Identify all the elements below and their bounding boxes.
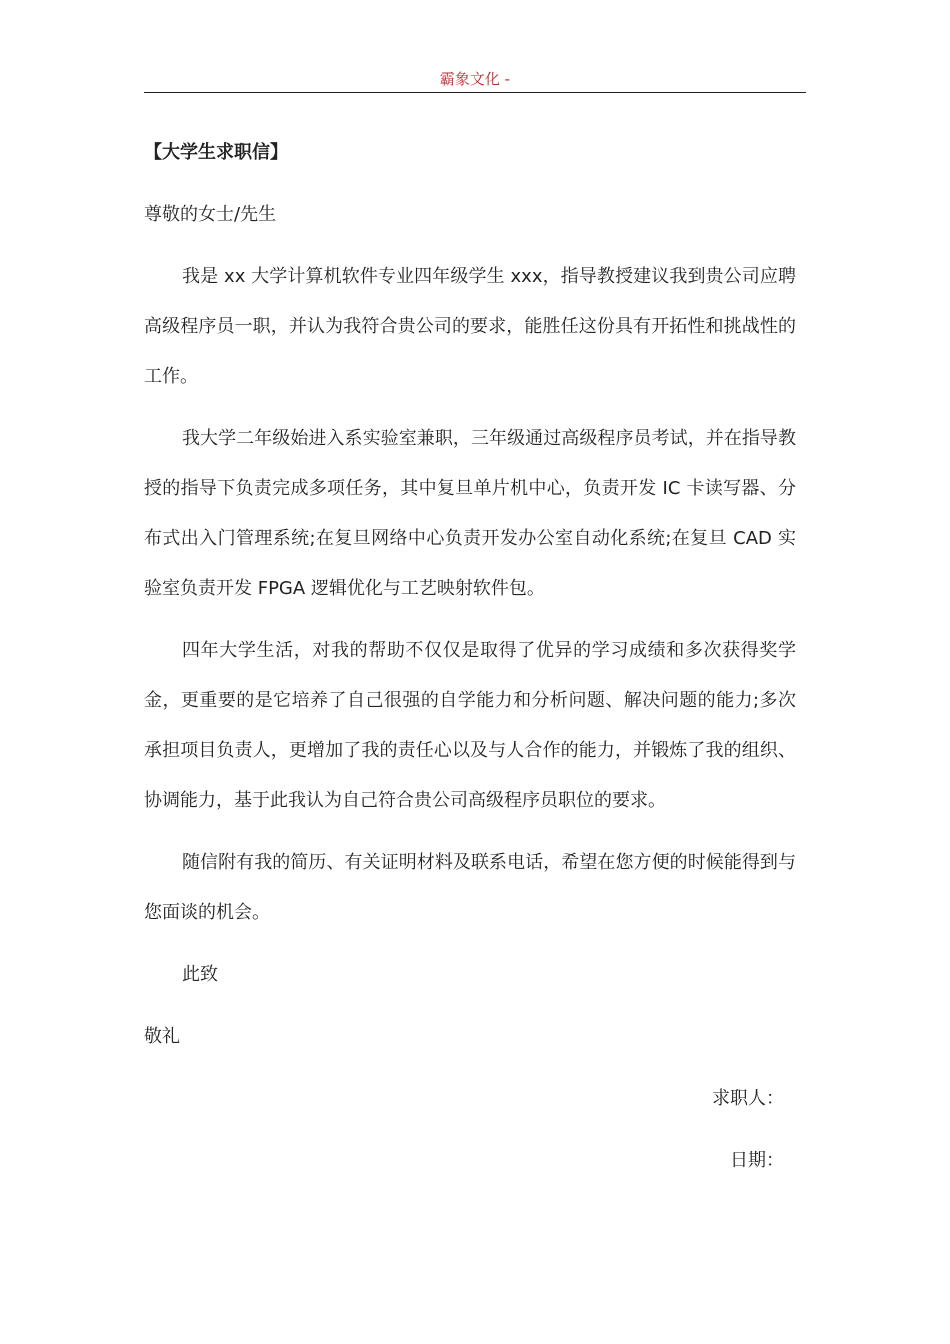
- closing-cizhi: 此致: [182, 964, 218, 985]
- letter-title: 【大学生求职信】: [144, 142, 288, 163]
- paragraph-experience: 我大学二年级始进入系实验室兼职，三年级通过高级程序员考试，并在指导教授的指导下负责完成多项任务，其中复旦单片机中心，负责开发 IC 卡读写器、分布式出入门管理系统;在复旦网络中心负责开发办公室自动化系统;在复旦 CAD 实验室负责开发 FPGA 逻辑优化与工艺映射软件包。: [144, 428, 796, 599]
- paragraph-attachments: 随信附有我的简历、有关证明材料及联系电话，希望在您方便的时候能得到与您面谈的机会。: [144, 852, 796, 923]
- paragraph-achievements: 四年大学生活，对我的帮助不仅仅是取得了优异的学习成绩和多次获得奖学金，更重要的是它培养了自己很强的自学能力和分析问题、解决问题的能力;多次承担项目负责人，更增加了我的责任心以及与人合作的能力，并锻炼了我的组织、协调能力，基于此我认为自己符合贵公司高级程序员职位的要求。: [144, 640, 796, 811]
- page-header: [144, 68, 806, 93]
- date-label: 日期：: [730, 1150, 784, 1171]
- paragraph-intro: 我是 xx 大学计算机软件专业四年级学生 xxx，指导教授建议我到贵公司应聘高级程序员一职，并认为我符合贵公司的要求，能胜任这份具有开拓性和挑战性的工作。: [144, 266, 796, 387]
- header-text: 霸象文化 -: [439, 70, 511, 88]
- salutation: 尊敬的女士/先生: [144, 204, 277, 225]
- closing-jingli: 敬礼: [144, 1026, 180, 1047]
- letter-body: [144, 128, 796, 1198]
- applicant-label: 求职人：: [712, 1088, 784, 1109]
